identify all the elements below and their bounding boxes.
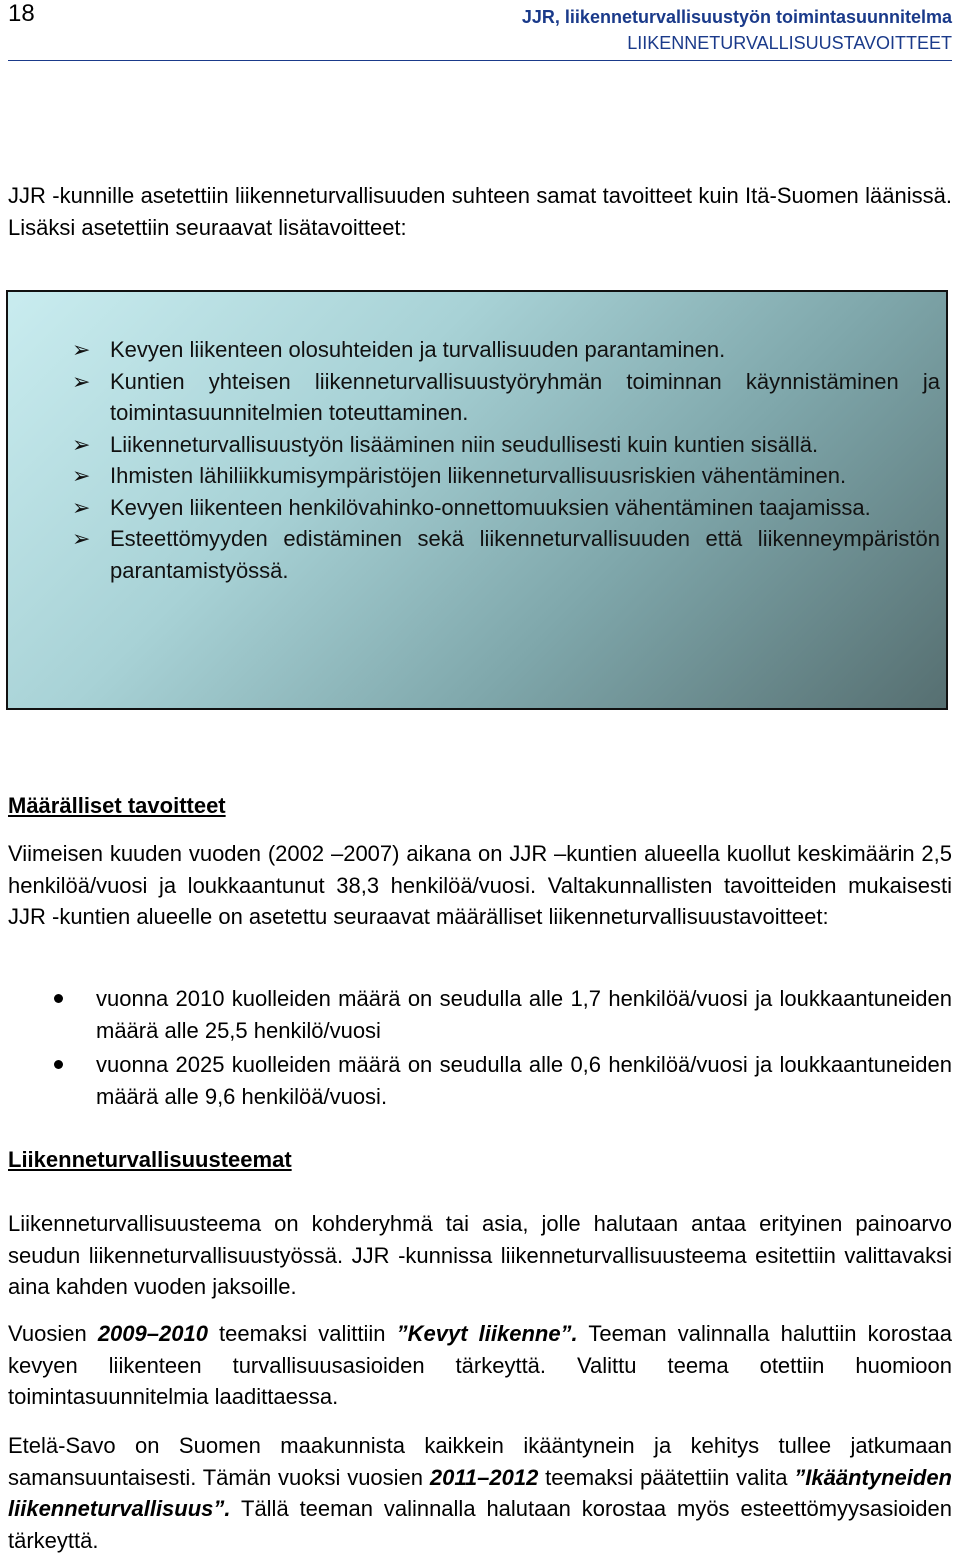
goal-item: ➢ Kevyen liikenteen henkilövahinko-onnettomuuksien vähentäminen taajamissa.	[110, 492, 940, 524]
arrow-bullet-icon: ➢	[72, 463, 91, 488]
goals-list	[72, 334, 940, 586]
arrow-bullet-icon: ➢	[72, 494, 91, 520]
theme-name: ”Ikääntyneiden liikenneturvallisuus”.	[8, 1464, 952, 1521]
quantitative-goals-heading: Määrälliset tavoitteet	[8, 793, 226, 818]
themes-paragraph-3: Etelä-Savo on Suomen maakunnista kaikkein ikääntynein ja kehitys tullee jatkumaan samansuuntaisesti. Tämän vuoksi vuosien 2011–2012 teemaksi päätettiin valita ”Ikääntyneiden liikenneturvallisuus”. Tällä teeman valinnalla halutaan korostaa myös esteettömyysasioiden tärkeyttä.	[8, 1433, 952, 1553]
chapter-title: LIIKENNETURVALLISUUSTAVOITTEET	[627, 33, 952, 53]
list-item: vuonna 2025 kuolleiden määrä on seudulla alle 0,6 henkilöä/vuosi ja loukkaantuneiden määrä alle 9,6 henkilöä/vuosi.	[96, 1049, 952, 1112]
theme-name: ”Kevyt liikenne”.	[396, 1321, 578, 1346]
themes-paragraph-1: Liikenneturvallisuusteema on kohderyhmä tai asia, jolle halutaan antaa erityinen painoarvo seudun liikenneturvallisuustyössä. JJR -kunnissa liikenneturvallisuusteema esitettiin valittavaksi aina kahden vuoden jaksoille.	[8, 1211, 952, 1299]
arrow-bullet-icon: ➢	[72, 337, 91, 362]
running-header	[522, 4, 952, 56]
themes-heading: Liikenneturvallisuusteemat	[8, 1147, 292, 1172]
arrow-bullet-icon: ➢	[72, 526, 91, 551]
bullet-dot-icon	[54, 1060, 63, 1069]
quantitative-goals-paragraph: Viimeisen kuuden vuoden (2002 –2007) aikana on JJR –kuntien alueella kuollut keskimäärin 2,5 henkilöä/vuosi ja loukkaantunut 38,3 henkilöä/vuosi. Valtakunnallisten tavoitteiden mukaisesti JJR -kuntien alueelle on asetettu seuraavat määrälliset liikenneturvallisuustavoitteet:	[8, 841, 952, 929]
document-title: JJR, liikenneturvallisuustyön toimintasuunnitelma	[521, 7, 952, 27]
page-number: 18	[8, 0, 35, 27]
goal-item: ➢ Kuntien yhteisen liikenneturvallisuustyöryhmän toiminnan käynnistäminen ja toimintasuunnitelmien toteuttaminen.	[110, 366, 940, 429]
quantitative-goals-list	[96, 983, 952, 1115]
bullet-dot-icon	[54, 994, 63, 1003]
theme-years: 2011–2012	[429, 1464, 539, 1490]
arrow-bullet-icon: ➢	[72, 368, 91, 394]
intro-paragraph: JJR -kunnille asetettiin liikenneturvallisuuden suhteen samat tavoitteet kuin Itä-Suomen läänissä. Lisäksi asetettiin seuraavat lisätavoitteet:	[8, 183, 952, 240]
goal-item: ➢ Esteettömyyden edistäminen sekä liikenneturvallisuuden että liikenneympäristön parantamistyössä.	[110, 523, 940, 586]
list-item: vuonna 2010 kuolleiden määrä on seudulla alle 1,7 henkilöä/vuosi ja loukkaantuneiden määrä alle 25,5 henkilö/vuosi	[96, 983, 952, 1046]
themes-paragraph-2: Vuosien 2009–2010 teemaksi valittiin ”Kevyt liikenne”. Teeman valinnalla haluttiin korostaa kevyen liikenteen turvallisuusasioiden tärkeyttä. Valittu teema otettiin huomioon toimintasuunnitelmia laadittaessa.	[8, 1321, 952, 1409]
goal-item: ➢ Liikenneturvallisuustyön lisääminen niin seudullisesti kuin kuntien sisällä.	[110, 429, 940, 461]
goal-item: ➢ Ihmisten lähiliikkumisympäristöjen liikenneturvallisuusriskien vähentäminen.	[110, 460, 940, 492]
header-divider	[8, 60, 952, 61]
arrow-bullet-icon: ➢	[72, 431, 91, 457]
theme-years: 2009–2010	[97, 1321, 208, 1346]
goal-item: ➢ Kevyen liikenteen olosuhteiden ja turvallisuuden parantaminen.	[110, 334, 940, 366]
